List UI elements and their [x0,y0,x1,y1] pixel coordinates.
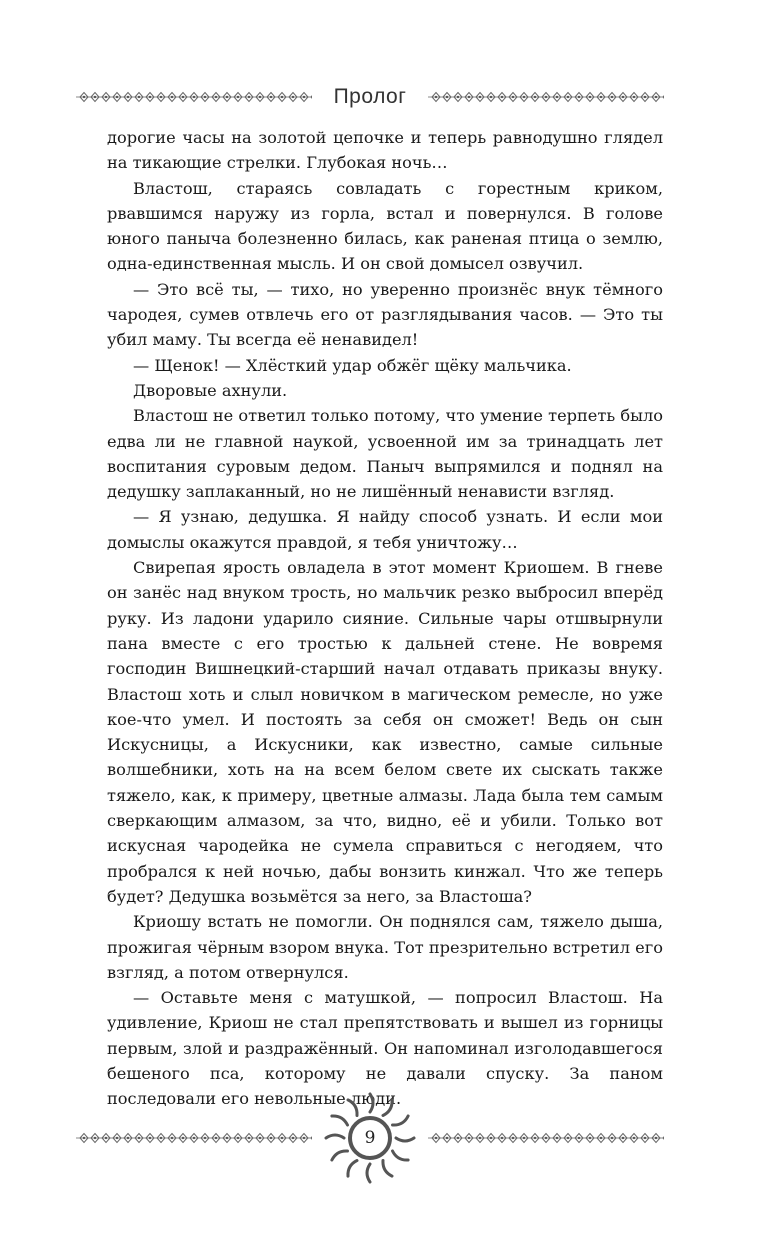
ornament-right-decoration [428,91,664,103]
paragraph: Дворовые ахнули. [133,380,288,400]
page-footer [76,1088,664,1188]
footer-ornament-left-decoration [76,1132,312,1144]
paragraph: Криошу встать не помогли. Он поднялся сам, тяжело дыша, прожигая чёрным взором внука. Тот презрительно встретил его взгляд, а потом отвернулся. [107,912,663,982]
paragraph: — Оставьте меня с матушкой, — попросил Властош. На удивление, Криош не стал препятствовать и вышел из горницы первым, злой и раздражённый. Он напоминал изголодавшегося бешеного пса, которому не давали спуску. За паном последовали его невольные люди. [107,988,663,1109]
paragraph: Властош не ответил только потому, что умение терпеть было едва ли не главной наукой, усвоенной им за тринадцать лет воспитания суровым дедом. Паныч выпрямился и поднял на дедушку заплаканный, но не лишённый ненависти взгляд. [107,406,663,502]
paragraph: Свирепая ярость овладела в этот момент Криошем. В гневе он занёс над внуком трость, но мальчик резко выбросил вперёд руку. Из ладони ударило сияние. Сильные чары отшвырнули пана вместе с его тростью к дальней стене. Не вовремя господин Вишнецкий-старший начал отдавать приказы внуку. Властош хоть и слыл новичком в магическом ремесле, но уже кое-что умел. И постоять за себя он сможет! Ведь он сын Искусницы, а Искусники, как известно, самые сильные волшебники, хоть на на всем белом свете их сыскать также тяжело, как, к примеру, цветные алмазы. Лада была тем самым сверкающим алмазом, за что, видно, её и убили. Только вот искусная чародейка не сумела справиться с негодяем, что пробрался к ней ночью, дабы вонзить кинжал. Что же теперь будет? Дедушка возьмётся за него, за Властоша? [107,558,663,906]
paragraph: Властош, стараясь совладать с горестным криком, рвавшимся наружу из горла, встал и повернулся. В голове юного паныча болезненно билась, как раненая птица о землю, одна-единственная мысль. И он свой домысел озвучил. [107,178,663,274]
running-header [76,82,664,112]
chapter-title: Пролог [333,85,407,108]
page-number: 9 [364,1128,376,1148]
footer-ornament-right-decoration [428,1132,664,1144]
paragraph: — Я узнаю, дедушка. Я найду способ узнать. И если мои домыслы окажутся правдой, я тебя уничтожу… [107,507,663,552]
body-text [107,125,663,1112]
paragraph: — Это всё ты, — тихо, но уверенно произнёс внук тёмного чародея, сумев отвлечь его от разглядывания часов. — Это ты убил маму. Ты всегда её ненавидел! [107,279,663,350]
paragraph: — Щенок! — Хлёсткий удар обжёг щёку мальчика. [133,355,572,375]
ornament-left-decoration [76,91,312,103]
sun-ornament [320,1088,420,1188]
paragraph: дорогие часы на золотой цепочке и теперь равнодушно глядел на тикающие стрелки. Глубокая ночь… [107,128,663,173]
